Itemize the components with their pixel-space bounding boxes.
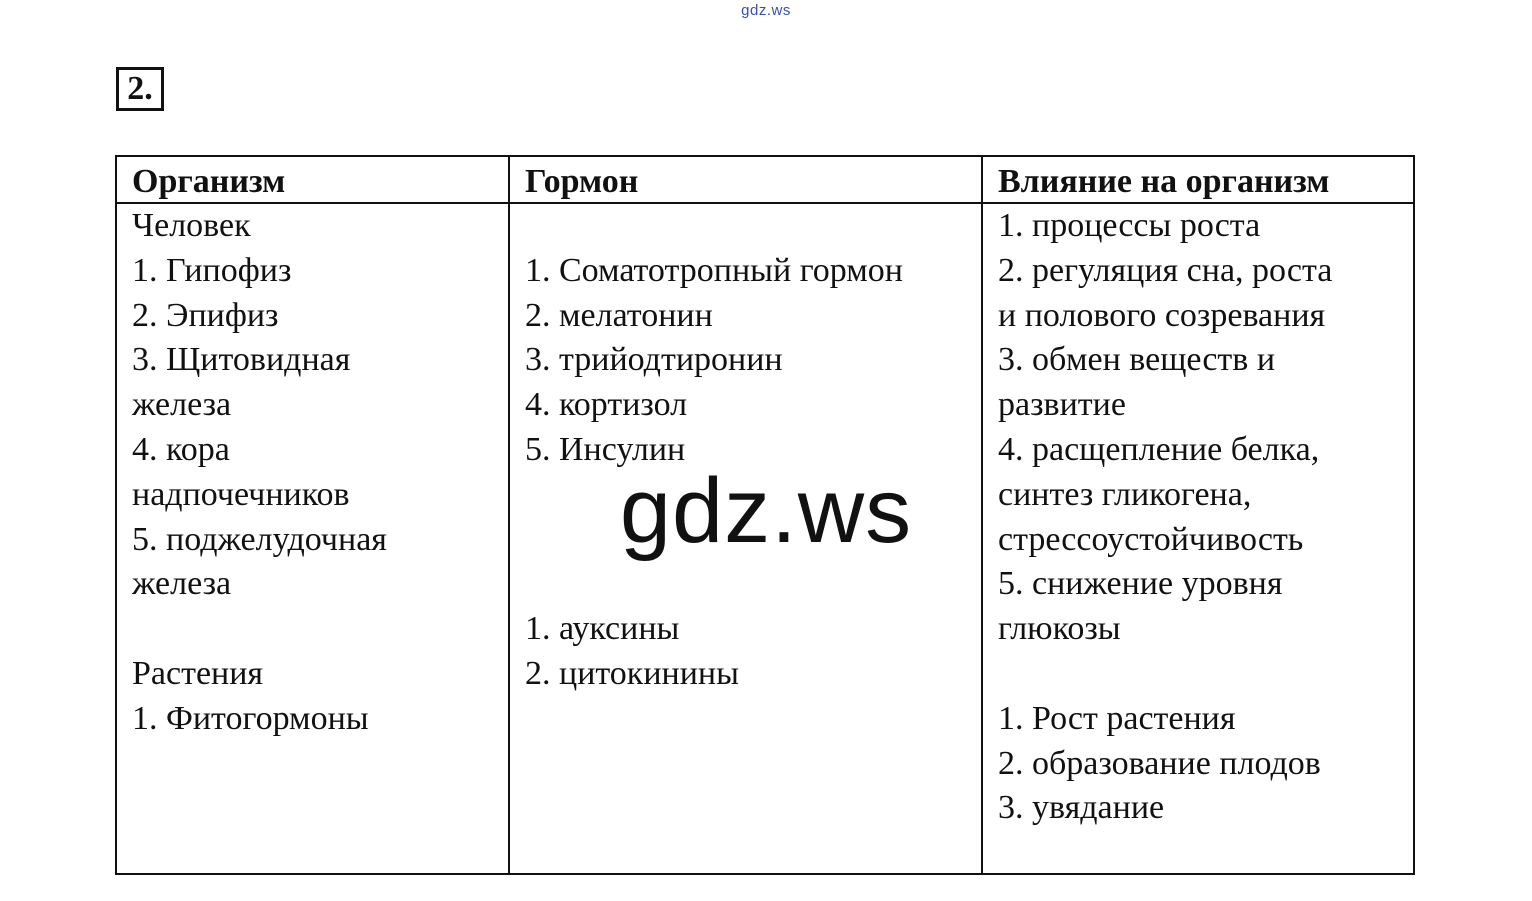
table-cell-line: синтез гликогена, [998,475,1252,513]
table-cell-line: и полового созревания [998,296,1326,334]
table-cell-line: 4. кора [132,430,230,468]
table-cell-line: 1. Гипофиз [132,251,292,289]
table-cell-line [525,204,903,249]
table-cell-line: 1. Рост растения [998,699,1236,737]
table-cell-line: 4. кортизол [525,386,688,424]
table-cell-line: 1. Соматотропный гормон [525,251,903,289]
top-watermark: gdz.ws [741,2,791,19]
table-cell-line: железа [132,386,232,424]
table-cell-line: надпочечников [132,475,350,513]
center-watermark: gdz.ws [619,460,913,562]
table-cell-line: 2. образование плодов [998,744,1321,782]
table-cell-line: глюкозы [998,610,1121,648]
table-cell-line: 4. расщепление белка, [998,430,1320,468]
table-cell-line: развитие [998,386,1126,424]
hormone-column [525,204,903,697]
table-cell-line: 1. ауксины [525,610,680,648]
header-organism: Организм [132,163,286,200]
task-number: 2. [116,67,164,111]
table-cell-line: 2. Эпифиз [132,296,279,334]
table-cell-line: 1. процессы роста [998,207,1261,244]
table-cell-line: 5. Инсулин [525,430,686,468]
table-cell-line: 3. трийодтиронин [525,341,783,379]
table-cell-line: железа [132,565,232,603]
table-cell-line: 2. регуляция сна, роста [998,251,1333,289]
table-cell-line: 5. поджелудочная [132,520,387,558]
table-cell-line [525,562,903,607]
table-cell-line: 2. мелатонин [525,296,713,334]
table-cell-line: 2. цитокинины [525,654,739,692]
table-cell-line [998,652,1332,697]
table-cell-line: Человек [132,207,251,244]
table-cell-line: 3. увядание [998,789,1165,827]
header-effect: Влияние на организм [998,163,1330,200]
header-hormone: Гормон [525,163,639,200]
table-cell-line: 3. обмен веществ и [998,341,1276,379]
table-cell-line: 5. снижение уровня [998,565,1283,603]
table-cell-line: стрессоустойчивость [998,520,1304,558]
table-cell-line: Растения [132,654,264,692]
table-cell-line: 3. Щитовидная [132,341,351,379]
table-cell-line [132,607,387,652]
table-cell-line: 1. Фитогормоны [132,699,369,737]
